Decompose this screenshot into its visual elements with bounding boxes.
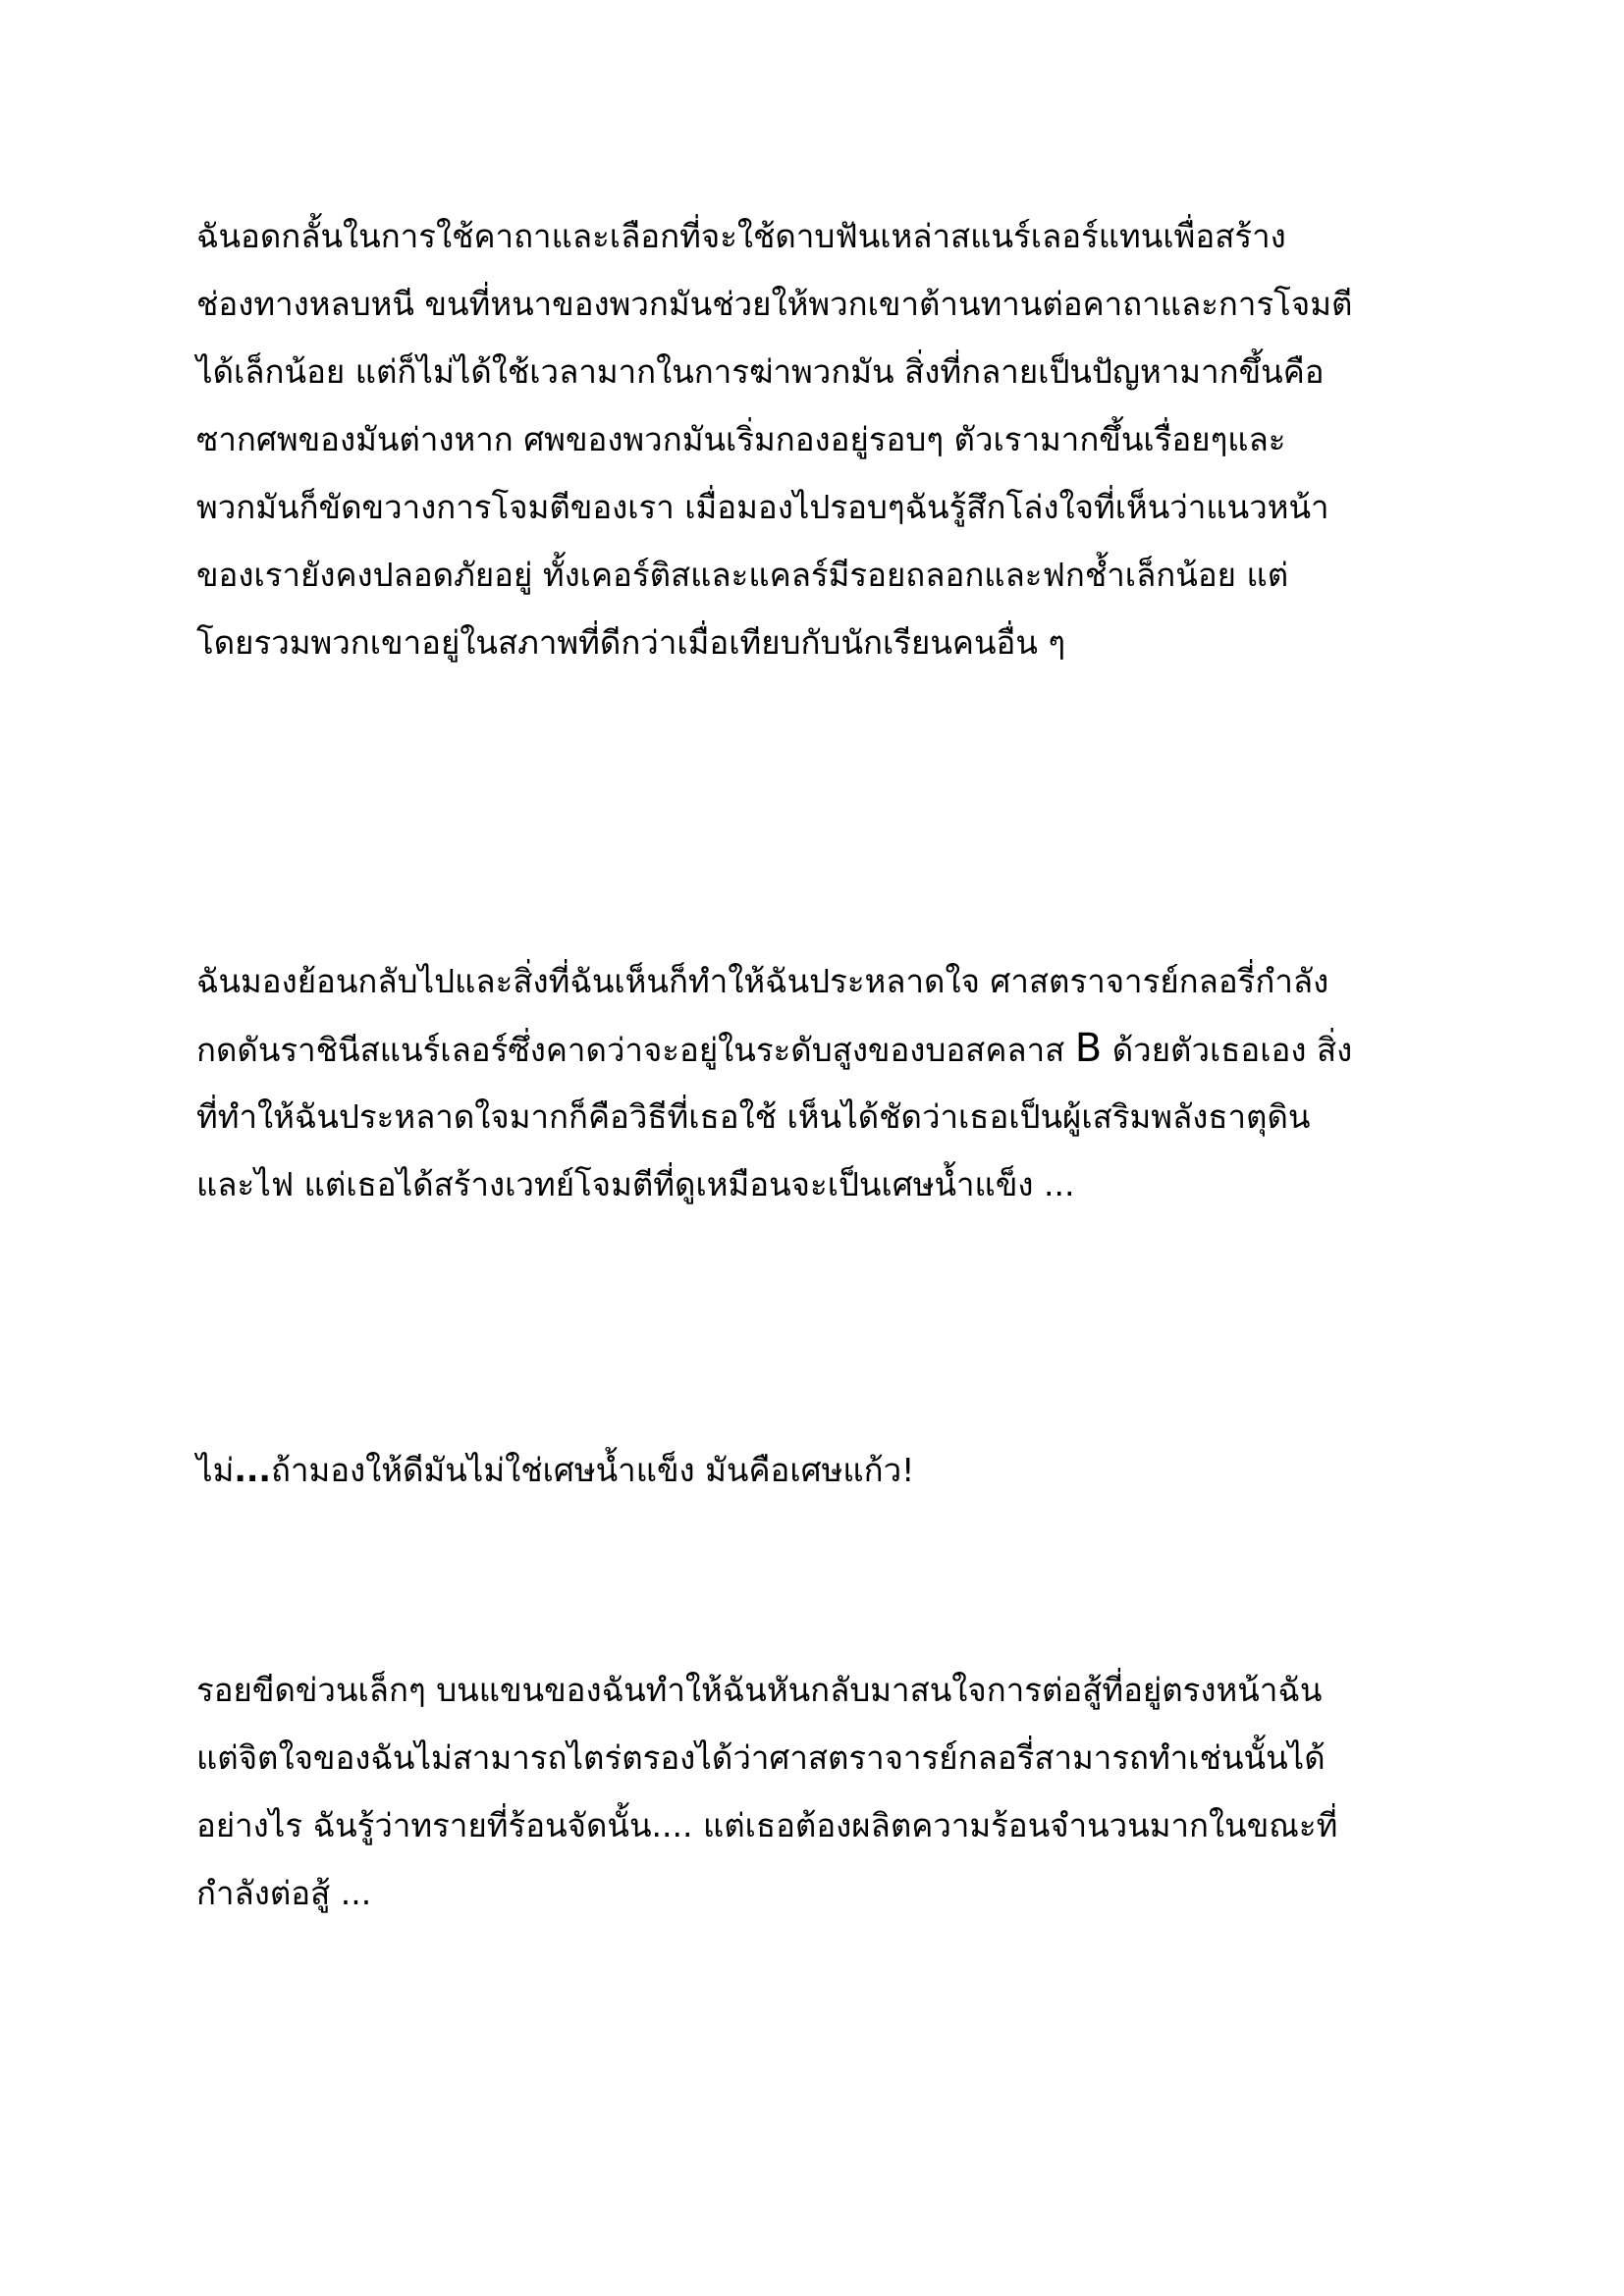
paragraph-1 xyxy=(196,202,1473,676)
text-line: รอยขีดข่วนเล็กๆ บนแขนของฉันทำให้ฉันหันกลับมาสนใจการต่อสู้ที่อยู่ตรงหน้าฉัน xyxy=(196,1671,1323,1709)
paragraph-4 xyxy=(196,1656,1473,1927)
text-line: ช่องทางหลบหนี ขนที่หนาของพวกมันช่วยให้พวกเขาต้านทานต่อคาถาและการโจมตี xyxy=(196,285,1353,323)
ellipsis: ... xyxy=(234,1451,271,1489)
text-segment: ด้วยตัวเธอเอง สิ่ง xyxy=(1102,1031,1353,1069)
text-line xyxy=(196,1436,1473,1504)
text-line xyxy=(196,1015,1473,1083)
text-line: ที่ทำให้ฉันประหลาดใจมากก็คือวิธีที่เธอใช้ เห็นได้ชัดว่าเธอเป็นผู้เสริมพลังธาตุดิน xyxy=(196,1097,1311,1136)
text-line: ของเรายังคงปลอดภัยอยู่ ทั้งเคอร์ติสและแคลร์มีรอยถลอกและฟกช้ำเล็กน้อย แต่ xyxy=(196,556,1289,594)
text-line: และไฟ แต่เธอได้สร้างเวทย์โจมตีที่ดูเหมือนจะเป็นเศษน้ำแข็ง ... xyxy=(196,1165,1075,1203)
text-line: ฉันมองย้อนกลับไปและสิ่งที่ฉันเห็นก็ทำให้ฉันประหลาดใจ ศาสตราจารย์กลอรี่กำลัง xyxy=(196,962,1329,1000)
paragraph-2 xyxy=(196,947,1473,1218)
class-letter: B xyxy=(1074,1026,1103,1071)
text-line: ซากศพของมันต่างหาก ศพของพวกมันเริ่มกองอยู่รอบๆ ตัวเรามากขึ้นเรื่อยๆและ xyxy=(196,420,1286,458)
text-line: แต่จิตใจของฉันไม่สามารถไตร่ตรองได้ว่าศาสตราจารย์กลอรี่สามารถทำเช่นนั้นได้ xyxy=(196,1738,1326,1777)
text-line: โดยรวมพวกเขาอยู่ในสภาพที่ดีกว่าเมื่อเทียบกับนักเรียนคนอื่น ๆ xyxy=(196,623,1066,662)
text-line: อย่างไร ฉันรู้ว่าทรายที่ร้อนจัดนั้น.... แต่เธอต้องผลิตความร้อนจำนวนมากในขณะที่ xyxy=(196,1806,1338,1844)
text-line: กำลังต่อสู้ ... xyxy=(196,1874,372,1912)
text-line: ฉันอดกลั้นในการใช้คาถาและเลือกที่จะใช้ดาบฟันเหล่าสแนร์เลอร์แทนเพื่อสร้าง xyxy=(196,217,1286,255)
text-segment: ไม่ xyxy=(196,1451,235,1489)
paragraph-3 xyxy=(196,1436,1473,1504)
text-segment: กดดันราชินีสแนร์เลอร์ซึ่งคาดว่าจะอยู่ในระดับสูงของบอสคลาส xyxy=(196,1031,1075,1069)
text-line: ได้เล็กน้อย แต่ก็ไม่ได้ใช้เวลามากในการฆ่าพวกมัน สิ่งที่กลายเป็นปัญหามากขึ้นคือ xyxy=(196,352,1325,391)
text-line: พวกมันก็ขัดขวางการโจมตีของเรา เมื่อมองไปรอบๆฉันรู้สึกโล่งใจที่เห็นว่าแนวหน้า xyxy=(196,488,1329,526)
text-segment: ถ้ามองให้ดีมันไม่ใช่เศษน้ำแข็ง มันคือเศษแก้ว! xyxy=(270,1451,915,1489)
